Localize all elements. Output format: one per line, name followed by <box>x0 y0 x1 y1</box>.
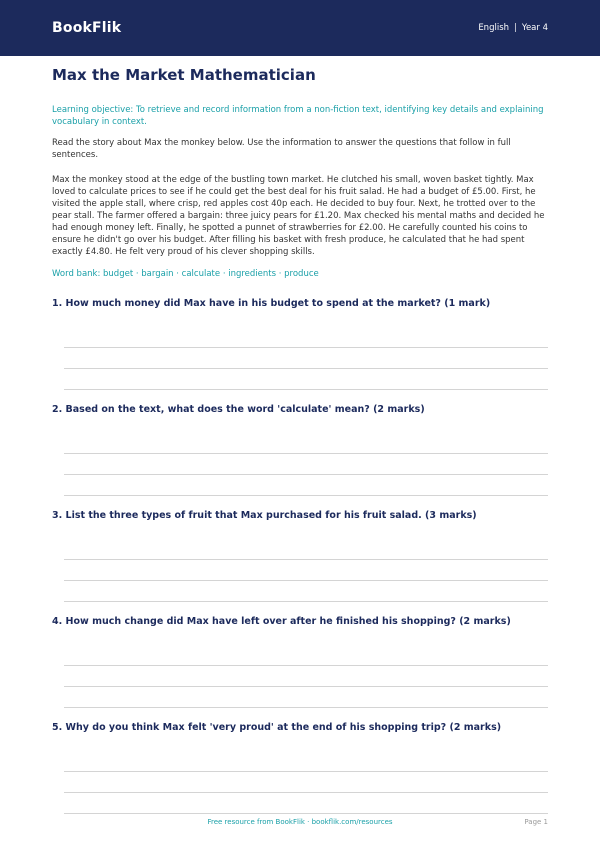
question-text: 1. How much money did Max have in his budget to spend at the market? (1 mark) <box>52 298 491 309</box>
answer-area[interactable] <box>52 645 548 708</box>
footer-source-link[interactable]: Free resource from BookFlik · bookflik.com/resources <box>207 818 393 826</box>
answer-line[interactable] <box>64 475 548 496</box>
question-text: 3. List the three types of fruit that Max purchased for his fruit salad. (3 marks) <box>52 510 477 521</box>
worksheet-content <box>0 66 600 814</box>
question-text: 4. How much change did Max have left over after he finished his shopping? (2 marks) <box>52 616 511 627</box>
answer-line[interactable] <box>64 793 548 814</box>
page-number: Page 1 <box>524 818 548 826</box>
answer-line[interactable] <box>64 348 548 369</box>
answer-line[interactable] <box>64 539 548 560</box>
question-3 <box>52 510 548 602</box>
story-text: Max the monkey stood at the edge of the bustling town market. He clutched his small, woven basket tightly. Max loved to calculate prices to see if he could get the best deal for his fruit salad. He had a budget of £5.00. First, he visited the apple stall, where crisp, red apples cost 40p each. He decided to buy four. Next, he trotted over to the pear stall. The farmer offered a bargain: three juicy pears for £1.20. Max checked his mental maths and decided he had enough money left. Finally, he spotted a punnet of strawberries for £2.00. He carefully counted his coins to ensure he didn't go over his budget. After filling his basket with fresh produce, he calculated that he had spent exactly £4.80. He felt very proud of his clever shopping skills. <box>52 175 545 257</box>
page-title: Max the Market Mathematician <box>52 66 316 84</box>
answer-line[interactable] <box>64 581 548 602</box>
question-4 <box>52 616 548 708</box>
answer-area[interactable] <box>52 539 548 602</box>
question-5 <box>52 722 548 814</box>
answer-line[interactable] <box>64 772 548 793</box>
meta-separator: | <box>514 23 517 33</box>
question-text: 2. Based on the text, what does the word 'calculate' mean? (2 marks) <box>52 404 425 415</box>
header-bar <box>0 0 600 56</box>
answer-line[interactable] <box>64 666 548 687</box>
year-label: Year 4 <box>521 23 548 33</box>
subject-label: English <box>478 23 510 33</box>
answer-line[interactable] <box>64 751 548 772</box>
answer-line[interactable] <box>64 369 548 390</box>
answer-line[interactable] <box>64 560 548 581</box>
word-bank: Word bank: budget · bargain · calculate · ingredients · produce <box>52 269 319 279</box>
question-2 <box>52 404 548 496</box>
brand-logo[interactable]: BookFlik <box>52 20 122 36</box>
answer-line[interactable] <box>64 645 548 666</box>
instructions-text: Read the story about Max the monkey below. Use the information to answer the questions that follow in full sentences. <box>52 138 511 160</box>
answer-line[interactable] <box>64 454 548 475</box>
learning-objective: Learning objective: To retrieve and record information from a non-fiction text, identifying key details and explaining vocabulary in context. <box>52 105 544 127</box>
question-text: 5. Why do you think Max felt 'very proud' at the end of his shopping trip? (2 marks) <box>52 722 502 733</box>
answer-area[interactable] <box>52 433 548 496</box>
answer-area[interactable] <box>52 751 548 814</box>
answer-line[interactable] <box>64 433 548 454</box>
header-meta <box>478 23 548 33</box>
question-1 <box>52 298 548 390</box>
answer-line[interactable] <box>64 327 548 348</box>
answer-area[interactable] <box>52 327 548 390</box>
answer-line[interactable] <box>64 687 548 708</box>
page-footer <box>0 812 600 832</box>
